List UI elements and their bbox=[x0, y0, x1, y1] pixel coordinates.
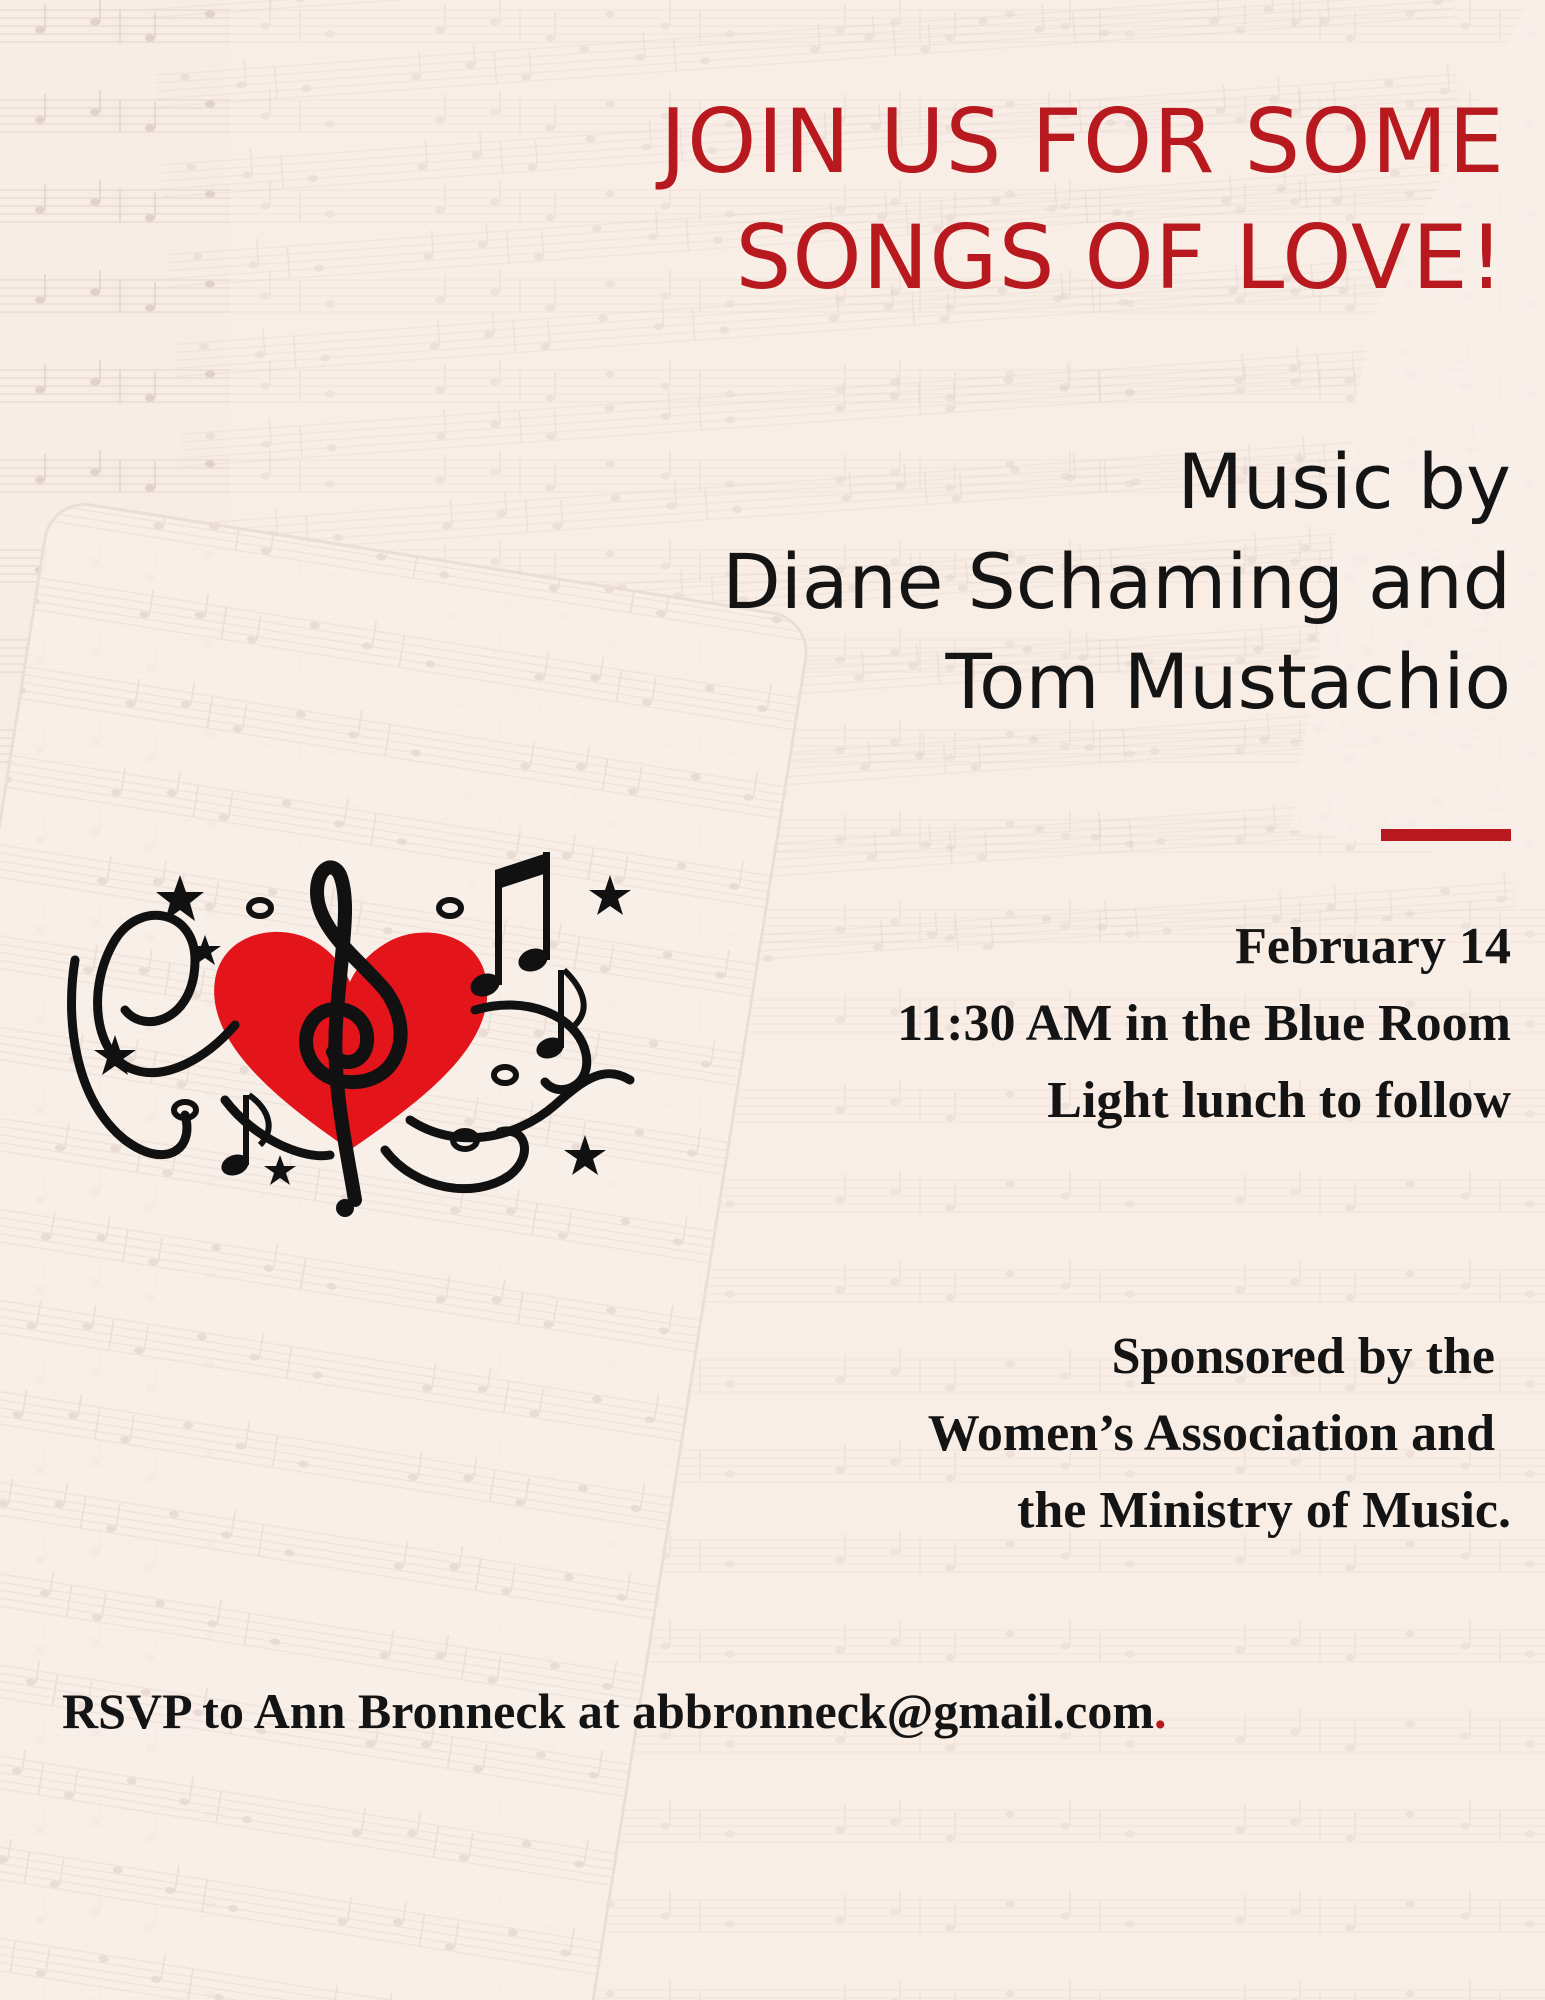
rsvp-text: RSVP to Ann Bronneck at abbronneck@gmail.com bbox=[62, 1683, 1155, 1739]
red-divider bbox=[1381, 829, 1511, 841]
heart-treble-clef-music-notes-icon bbox=[55, 820, 645, 1220]
performers-block bbox=[611, 432, 1511, 732]
headline bbox=[405, 84, 1505, 316]
event-details bbox=[611, 908, 1511, 1139]
sponsor-line-2: Women’s Association and bbox=[927, 1405, 1495, 1462]
event-lunch-note: Light lunch to follow bbox=[1047, 1072, 1511, 1129]
performers-line-2: Diane Schaming and bbox=[722, 537, 1511, 626]
performers-line-1: Music by bbox=[1177, 437, 1511, 526]
sponsor-line-3: the Ministry of Music. bbox=[1017, 1482, 1511, 1539]
sponsor-line-1: Sponsored by the bbox=[1111, 1328, 1495, 1385]
event-time-location: 11:30 AM in the Blue Room bbox=[897, 995, 1511, 1052]
performers-line-3: Tom Mustachio bbox=[945, 637, 1511, 726]
event-date: February 14 bbox=[1235, 918, 1511, 975]
sponsor-block bbox=[611, 1318, 1511, 1549]
headline-line-2: SONGS OF LOVE! bbox=[735, 206, 1505, 309]
rsvp-trailing-dot: . bbox=[1154, 1683, 1167, 1739]
rsvp-line bbox=[62, 1676, 1522, 1746]
headline-line-1: JOIN US FOR SOME bbox=[660, 90, 1505, 193]
